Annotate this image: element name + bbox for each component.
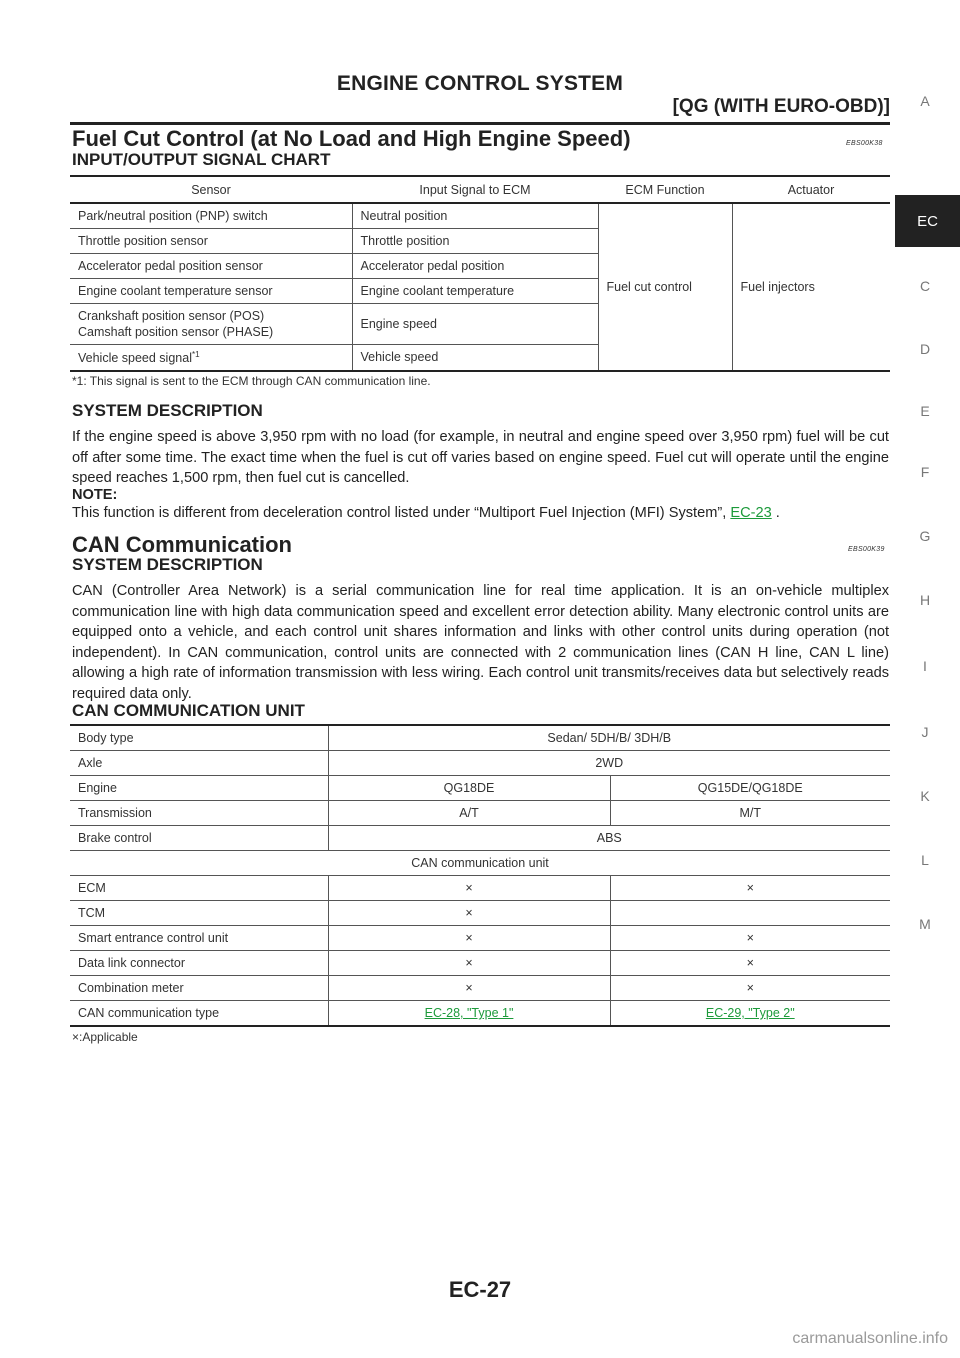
applicable-mark [610, 901, 890, 926]
sensor-name: Vehicle speed signal [78, 350, 192, 365]
signal-cell: Engine speed [352, 303, 598, 344]
can-system-heading: SYSTEM DESCRIPTION [72, 555, 263, 574]
row-label: Body type [70, 725, 328, 751]
can-unit-table [70, 724, 890, 1027]
applicable-mark: × [328, 976, 610, 1001]
ecm-function-cell: Fuel cut control [598, 203, 732, 371]
footnote-ref: *1 [191, 349, 200, 359]
signal-cell: Accelerator pedal position [352, 253, 598, 278]
sensor-line-2: Camshaft position sensor (PHASE) [78, 324, 274, 339]
table-section-row [70, 851, 890, 876]
note-end: . [771, 505, 780, 521]
sensor-cell [70, 344, 352, 371]
header-rule [70, 122, 890, 125]
table-row [70, 976, 890, 1001]
applicable-mark: × [328, 901, 610, 926]
col-input-signal: Input Signal to ECM [352, 176, 598, 203]
unit-name: TCM [70, 901, 328, 926]
applicable-mark: × [610, 976, 890, 1001]
fuel-cut-code: EBS00K38 [846, 140, 883, 147]
signal-cell: Neutral position [352, 203, 598, 228]
sensor-cell: Engine coolant temperature sensor [70, 278, 352, 303]
row-value: QG18DE [328, 776, 610, 801]
note-body: This function is different from deceleration control listed under “Multiport Fuel Injection (MFI) System”, [72, 505, 731, 521]
applicable-mark: × [610, 926, 890, 951]
row-label: Brake control [70, 826, 328, 851]
actuator-cell: Fuel injectors [732, 203, 890, 371]
table-row [70, 901, 890, 926]
tab-g[interactable]: G [919, 528, 931, 544]
fuel-cut-system-heading: SYSTEM DESCRIPTION [72, 401, 263, 420]
row-label: Engine [70, 776, 328, 801]
tab-c[interactable]: C [919, 278, 931, 294]
io-footnote: *1: This signal is sent to the ECM through CAN communication line. [72, 374, 431, 388]
signal-cell: Vehicle speed [352, 344, 598, 371]
watermark: carmanualsonline.info [792, 1330, 948, 1347]
type-2-link[interactable]: EC-29, "Type 2" [705, 1006, 795, 1020]
table-row [70, 776, 890, 801]
section-label: CAN communication unit [70, 851, 890, 876]
row-value: ABS [328, 826, 890, 851]
sensor-cell [70, 303, 352, 344]
sensor-line-1: Crankshaft position sensor (POS) [78, 308, 265, 323]
tab-ec[interactable]: EC [895, 195, 960, 247]
table-row [70, 1001, 890, 1027]
tab-a[interactable]: A [920, 93, 930, 109]
fuel-cut-title: Fuel Cut Control (at No Load and High Engine Speed) [72, 126, 631, 151]
row-value: A/T [328, 801, 610, 826]
can-code: EBS00K39 [848, 546, 885, 553]
note-link-ec23[interactable]: EC-23 [730, 505, 772, 521]
tab-f[interactable]: F [920, 464, 930, 480]
io-chart-heading: INPUT/OUTPUT SIGNAL CHART [72, 150, 331, 169]
row-label: Transmission [70, 801, 328, 826]
table-row [70, 725, 890, 751]
tab-j[interactable]: J [921, 724, 929, 740]
tab-e[interactable]: E [920, 403, 930, 419]
type-1-link[interactable]: EC-28, "Type 1" [424, 1006, 514, 1020]
table-row [70, 926, 890, 951]
table-row [70, 801, 890, 826]
tab-l[interactable]: L [921, 852, 929, 868]
row-value: M/T [610, 801, 890, 826]
note-label: NOTE: [72, 487, 118, 503]
tab-d[interactable]: D [919, 341, 931, 357]
can-title: CAN Communication [72, 532, 292, 557]
applicable-legend: ×:Applicable [72, 1030, 138, 1044]
unit-name: Combination meter [70, 976, 328, 1001]
type-cell [328, 1001, 610, 1027]
sensor-cell: Throttle position sensor [70, 228, 352, 253]
signal-cell: Engine coolant temperature [352, 278, 598, 303]
page-title: ENGINE CONTROL SYSTEM [336, 72, 624, 95]
fuel-cut-description: If the engine speed is above 3,950 rpm with no load (for example, in neutral and engine speed over 3,950 rpm) fuel will be cut off after some time. The exact time when the fuel is cut off varies based on engine speed. Fuel cut will operate until the engine speed reaches 1,500 rpm, then fuel cut is cancelled. [72, 429, 889, 486]
applicable-mark: × [328, 951, 610, 976]
type-cell [610, 1001, 890, 1027]
tab-m[interactable]: M [919, 916, 931, 932]
unit-name: ECM [70, 876, 328, 901]
table-row [70, 951, 890, 976]
sensor-cell: Accelerator pedal position sensor [70, 253, 352, 278]
note-text [72, 505, 780, 521]
applicable-mark: × [610, 876, 890, 901]
tab-k[interactable]: K [920, 788, 930, 804]
col-ecm-function: ECM Function [598, 176, 732, 203]
row-label: Axle [70, 751, 328, 776]
sensor-cell: Park/neutral position (PNP) switch [70, 203, 352, 228]
row-value: 2WD [328, 751, 890, 776]
col-sensor: Sensor [70, 176, 352, 203]
applicable-mark: × [328, 926, 610, 951]
can-unit-heading: CAN COMMUNICATION UNIT [72, 701, 305, 720]
table-row [70, 826, 890, 851]
io-signal-table [70, 175, 890, 372]
unit-name: Smart entrance control unit [70, 926, 328, 951]
applicable-mark: × [610, 951, 890, 976]
applicable-mark: × [328, 876, 610, 901]
table-row [70, 203, 890, 228]
row-value: QG15DE/QG18DE [610, 776, 890, 801]
signal-cell: Throttle position [352, 228, 598, 253]
row-label: CAN communication type [70, 1001, 328, 1027]
col-actuator: Actuator [732, 176, 890, 203]
can-description: CAN (Controller Area Network) is a serial communication line for real time application. It is an on-vehicle multiplex communication line with high data communication speed and excellent error detection ability. Many electronic control units are equipped onto a vehicle, and each control unit shares information and links with other control units during operation (not independent). In CAN communication, control units are connected with 2 communication lines (CAN H line, CAN L line) allowing a high rate of information transmission with less wiring. Each control unit transmits/receives data but selectively reads required data only. [72, 583, 889, 702]
tab-i[interactable]: I [923, 658, 927, 674]
table-header-row [70, 176, 890, 203]
row-value: Sedan/ 5DH/B/ 3DH/B [328, 725, 890, 751]
tab-h[interactable]: H [919, 592, 931, 608]
table-row [70, 876, 890, 901]
page-subtitle: [QG (WITH EURO-OBD)] [672, 96, 890, 117]
page-number: EC-27 [448, 1277, 512, 1302]
table-row [70, 751, 890, 776]
unit-name: Data link connector [70, 951, 328, 976]
